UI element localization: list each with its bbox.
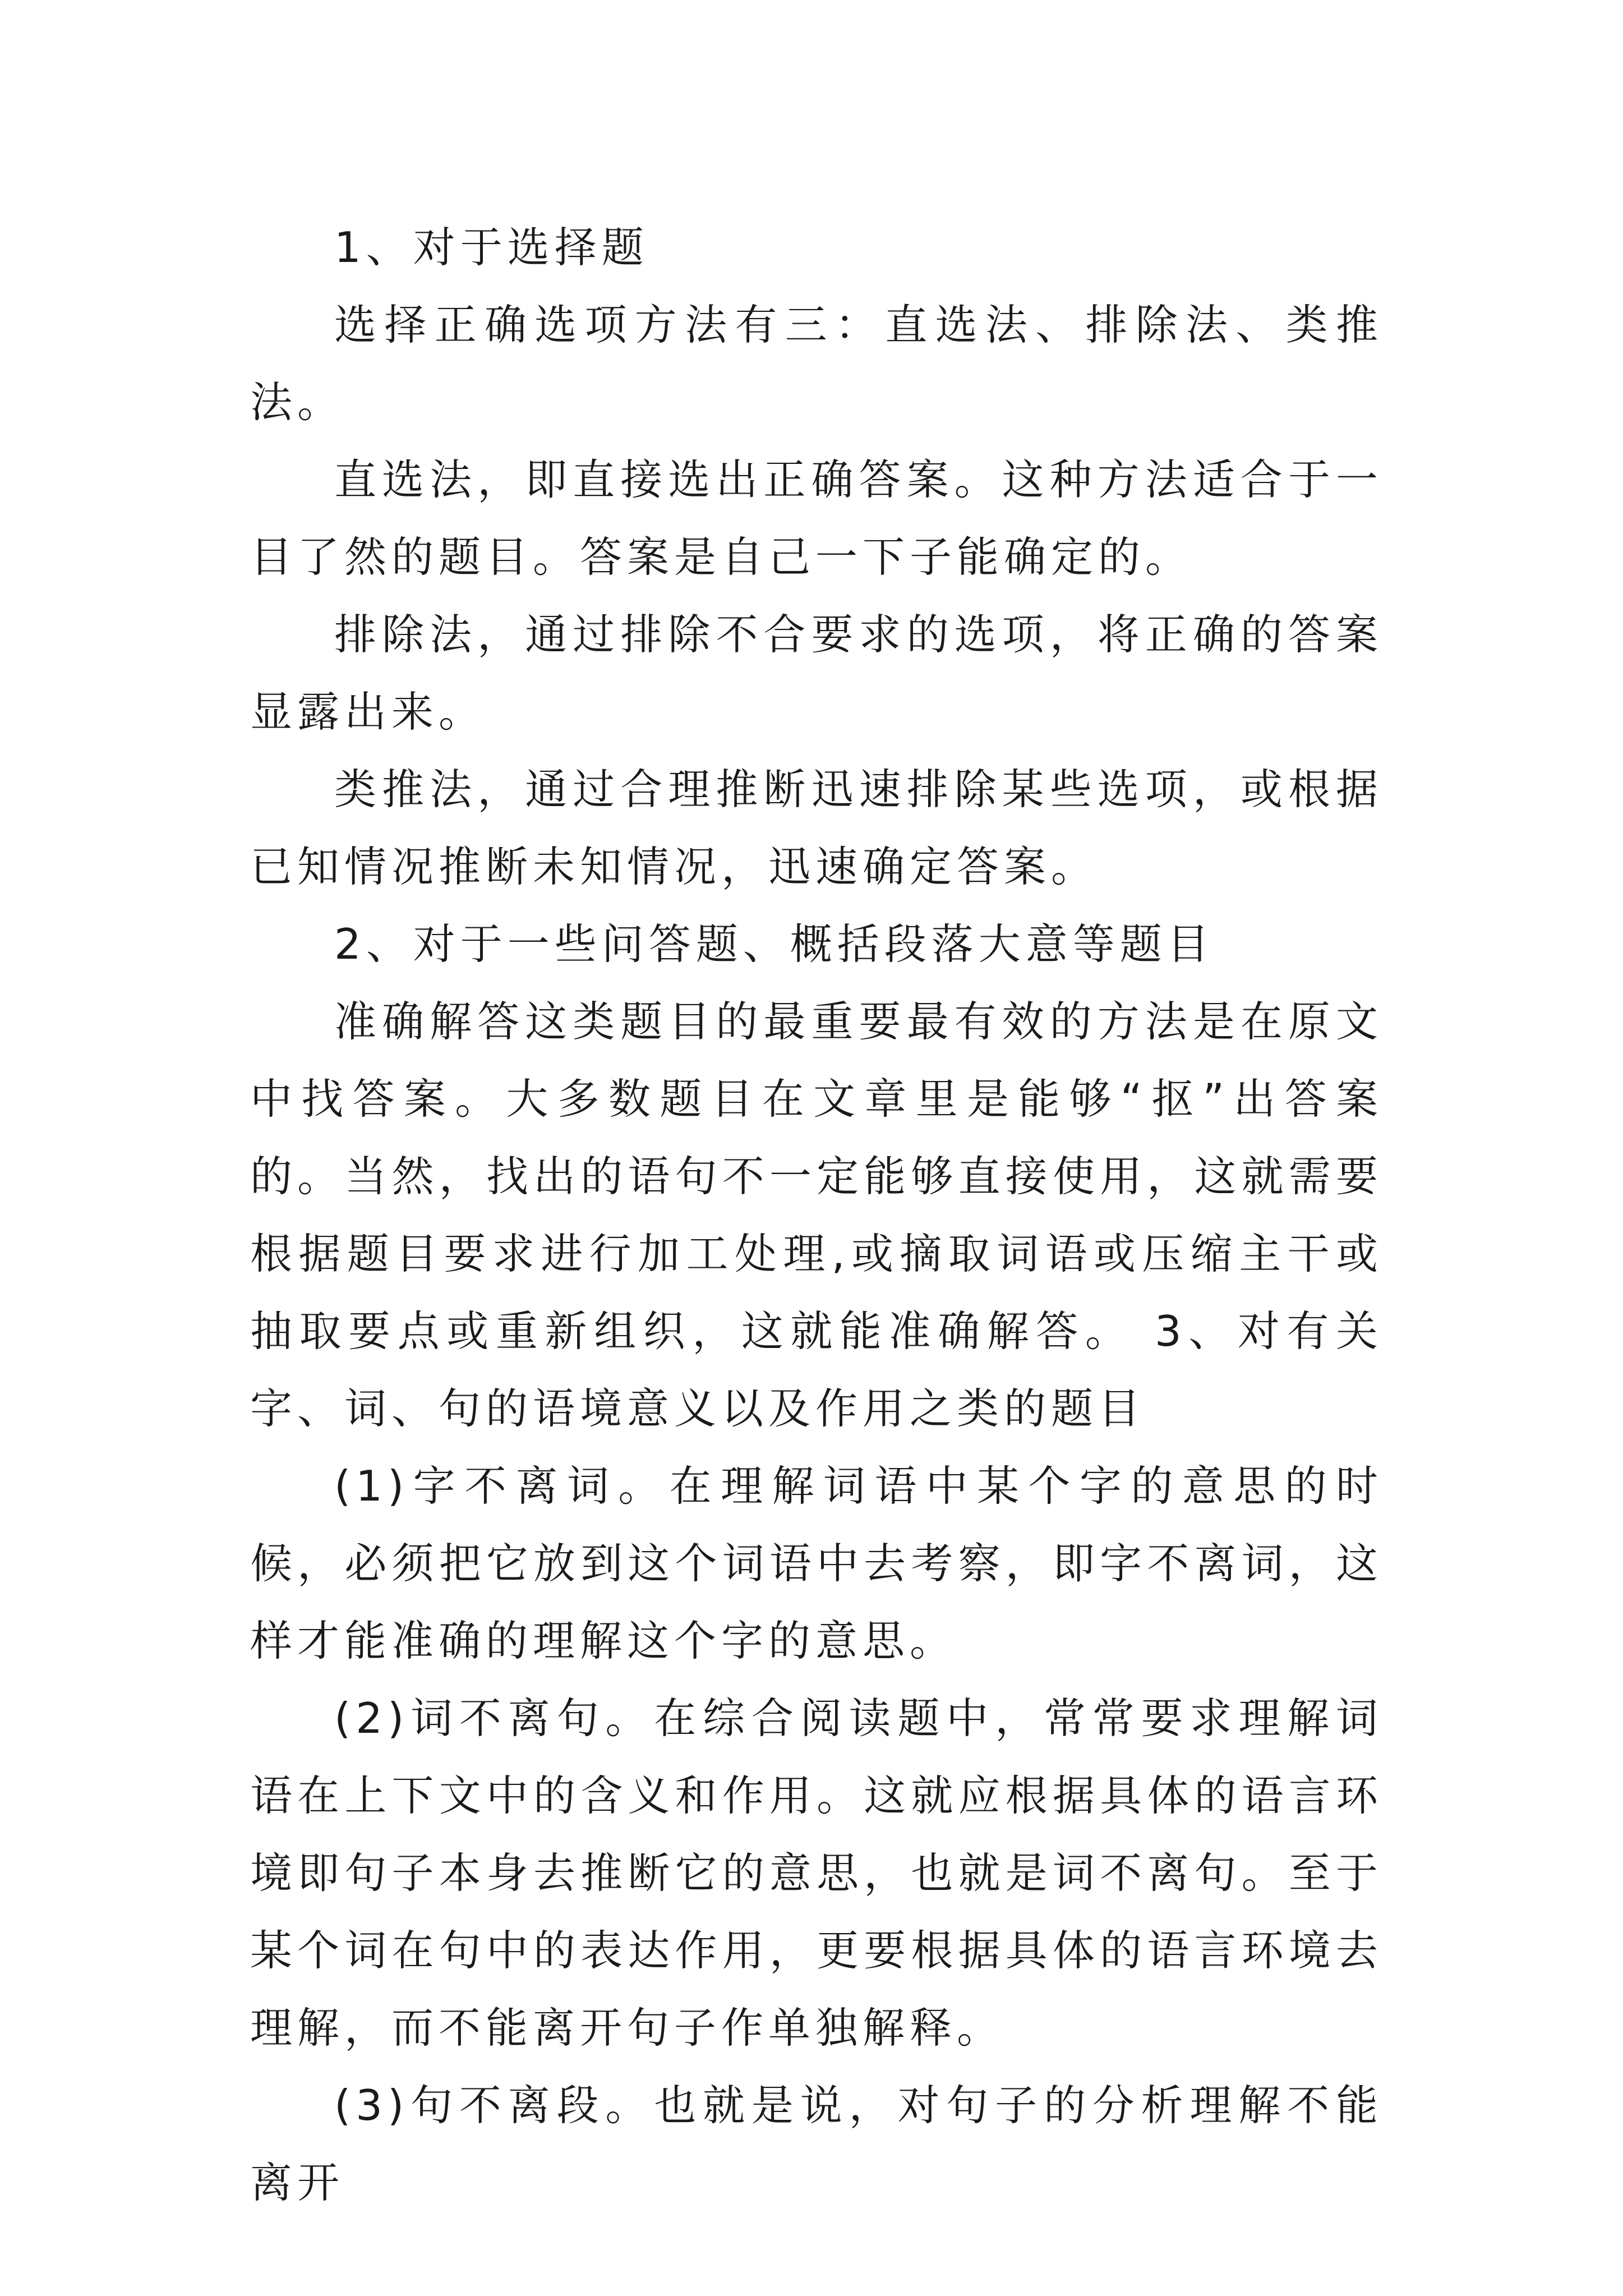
heading-multiple-choice: 1、对于选择题 <box>334 223 649 272</box>
heading-short-answer: 2、对于一些问答题、概括段落大意等题目 <box>334 919 1214 969</box>
paragraph-direct-selection: 直选法，即直接选出正确答案。这种方法适合于一目了然的题目。答案是自己一下子能确定的。 <box>250 455 1383 582</box>
paragraph-sentence-in-paragraph: (3)句不离段。也就是说，对句子的分析理解不能离开 <box>250 2081 1383 2207</box>
paragraph-character-in-word: (1)字不离词。在理解词语中某个字的意思的时候，必须把它放到这个词语中去考察，即字不离词，这样才能准确的理解这个字的意思。 <box>250 1461 1383 1665</box>
paragraph-analogy: 类推法，通过合理推断迅速排除某些选项，或根据已知情况推断未知情况，迅速确定答案。 <box>250 765 1383 891</box>
paragraph-elimination: 排除法，通过排除不合要求的选项，将正确的答案显露出来。 <box>250 610 1383 737</box>
document-body <box>250 209 1383 2221</box>
paragraph-methods-overview: 选择正确选项方法有三：直选法、排除法、类推法。 <box>250 300 1383 427</box>
paragraph-find-in-text: 准确解答这类题目的最重要最有效的方法是在原文中找答案。大多数题目在文章里是能够“抠”出答案的。当然，找出的语句不一定能够直接使用，这就需要根据题目要求进行加工处理,或摘取词语或压缩主干或抽取要点或重新组织，这就能准确解答。 3、对有关字、词、句的语境意义以及作用之类的题目 <box>250 997 1383 1433</box>
paragraph-word-in-sentence: (2)词不离句。在综合阅读题中，常常要求理解词语在上下文中的含义和作用。这就应根据具体的语言环境即句子本身去推断它的意思，也就是词不离句。至于某个词在句中的表达作用，更要根据具体的语言环境去理解，而不能离开句子作单独解释。 <box>250 1694 1383 2053</box>
